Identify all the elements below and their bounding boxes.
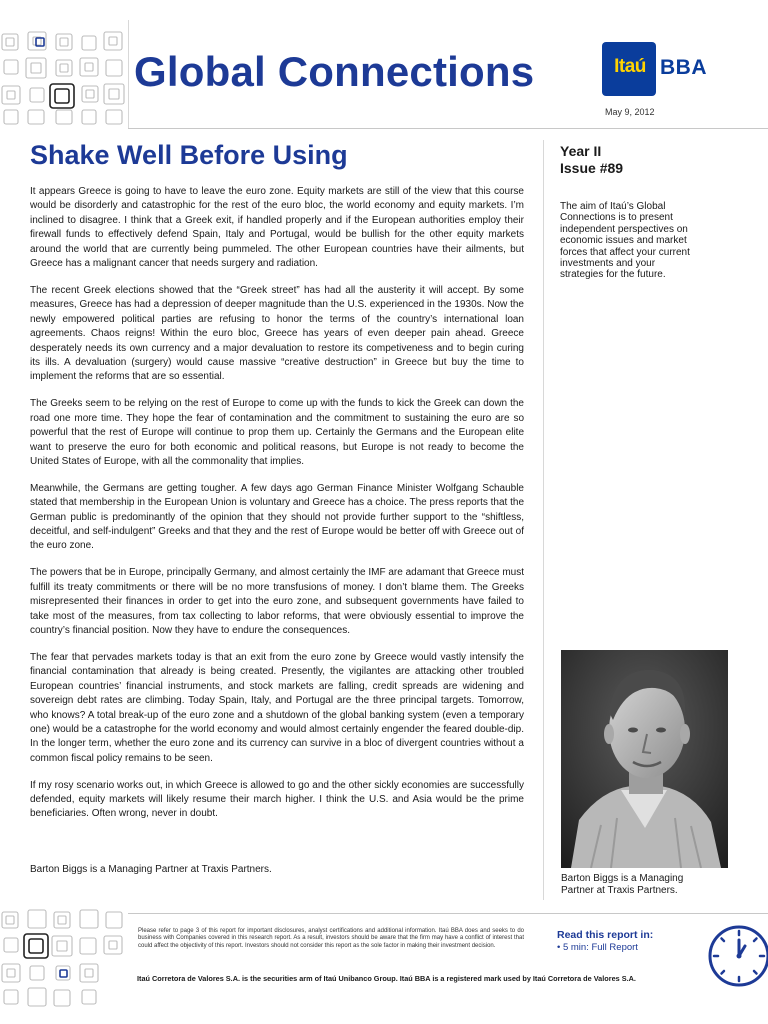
header-divider	[128, 20, 129, 128]
issue-label: Issue #89	[560, 160, 624, 176]
sidebar-divider	[543, 140, 544, 900]
article	[30, 140, 524, 834]
article-paragraph: The fear that pervades markets today is that an exit from the euro zone by Greece would vastly intensify the financial contamination that already is being created. Presently, the vigilantes are attacking other troubled European countries’ financial instruments, and stock markets are falling, credit spreads are widening and sovereign debt rates are climbing. Today Spain, Italy, and Portugal are the three principal targets. Tomorrow, who knows? A total break-up of the euro zone and a shutdown of the global banking system (even a temporary one) would be a catastrophe for the world economy and would almost certainly engender the feared double-dip. In the longer term, whether the euro zone and its currency can survive in a bloc of divergent countries without a common fiscal policy remains to be seen.	[30, 651, 524, 764]
copyright-notice: Itaú Corretora de Valores S.A. is the securities arm of Itaú Unibanco Group. Itaú BBA is a registered mark used by Itaú Corretora de Valores S.A.	[137, 974, 636, 983]
logo-itau-text: Itaú	[614, 56, 646, 77]
decorative-pattern-icon	[0, 30, 130, 126]
footer-pattern-icon	[0, 908, 140, 1024]
article-paragraph: It appears Greece is going to have to leave the euro zone. Equity markets are still of the view that this course would be disorderly and catastrophic for the rest of the euro bloc, the world economy and equity markets. I’m inclined to disagree. I think that a Greek exit, if handled properly and if the European authorities employ their firewall funds to effectively defend Spain, Italy and Portugal, would be bullish for the other equity markets around the world that are currently being pummeled. The other European countries have their ailments, but Greece has a malignant cancer that needs surgery and radiation.	[30, 186, 524, 270]
year-label: Year II	[560, 143, 602, 159]
author-note: Barton Biggs is a Managing Partner at Traxis Partners.	[30, 864, 272, 875]
article-title: Shake Well Before Using	[30, 140, 348, 170]
publication-date: May 9, 2012	[605, 107, 655, 117]
article-paragraph: The powers that be in Europe, principally Germany, and almost certainly the IMF are adamant that Greece must fulfill its treaty commitments or there will be no more transfusions of money. I don’t blame them. The Greeks misrepresented their finances in order to get into the euro zone, and subsequent governments have failed to take most of the measures, from tax collecting to labor reforms, that were obviously essential to improve the country’s financial position. Now they have to endure the consequences.	[30, 567, 524, 636]
header-rule	[128, 128, 768, 129]
clock-icon	[707, 924, 768, 988]
author-photo	[561, 650, 728, 868]
disclaimer-text: Please refer to page 3 of this report for important disclosures, analyst certifications and additional information. Itaú BBA does and seeks to do business with Companies covered in this research report. As a result, investors should be aware that the firm may have a conflict of interest that could affect the objectivity of this report. Investors should not consider this report as the sole factor in making their investment decision.	[138, 928, 524, 949]
itau-bba-logo	[602, 42, 712, 96]
footer-rule	[128, 913, 768, 914]
newsletter-title: Global Connections	[134, 48, 535, 95]
logo-bba-text: BBA	[660, 56, 707, 79]
sidebar	[560, 143, 732, 281]
article-paragraph: The Greeks seem to be relying on the rest of Europe to come up with the funds to kick the Greek can down the road one more time. They hope the fear of contamination and the commitment to sustaining the euro are so powerful that the rest of Europe will continue to prop them up. Certainly the Germans and the European elite want to preserve the euro for both economic and political reasons, but Europe is not ready to become the United States of Europe, with all the commonality that implies.	[30, 398, 524, 467]
article-paragraph: The recent Greek elections showed that the “Greek street” has had all the austerity it will accept. By some measures, Greece has had a depression of deeper magnitude than the U.S. experienced in the 1930s. Now the newly empowered political parties are refusing to honor the terms of the country’s international loan agreements. Chaos reigns! Within the euro bloc, Greece has years of even deeper pain ahead. Greece desperately needs its own currency and a major devaluation to restore its competiveness and to begin curing its ills. A devaluation (surgery) would cause massive “creative destruction” in Greece but buy the time to implement the reforms that are so essential.	[30, 284, 524, 383]
publication-description: The aim of Itaú’s Global Connections is to present independent perspectives on economic issues and market forces that affect your current investments and your strategies for the future.	[560, 201, 690, 281]
article-paragraph: If my rosy scenario works out, in which Greece is allowed to go and the other sickly economies are successfully defended, equity markets will likely resume their march higher. I think the U.S. and Asia would be the prime beneficiaries. Often wrong, never in doubt.	[30, 779, 524, 820]
photo-caption: Barton Biggs is a Managing Partner at Traxis Partners.	[561, 873, 684, 896]
article-paragraph: Meanwhile, the Germans are getting tougher. A few days ago German Finance Minister Wolfgang Schauble stated that membership in the European Union is voluntary and Greece has a choice. The press reports that the German public is predominantly of the opinion that they should not provide further support to the “shiftless, deceitful, and self-indulgent” Greeks and that they and the rest of Europe would be better off with Greece out of the euro zone.	[30, 482, 524, 552]
read-time-title: Read this report in:	[557, 929, 654, 941]
header	[0, 0, 768, 128]
author-portrait-icon	[561, 650, 728, 868]
read-time-item: • 5 min: Full Report	[557, 942, 638, 953]
